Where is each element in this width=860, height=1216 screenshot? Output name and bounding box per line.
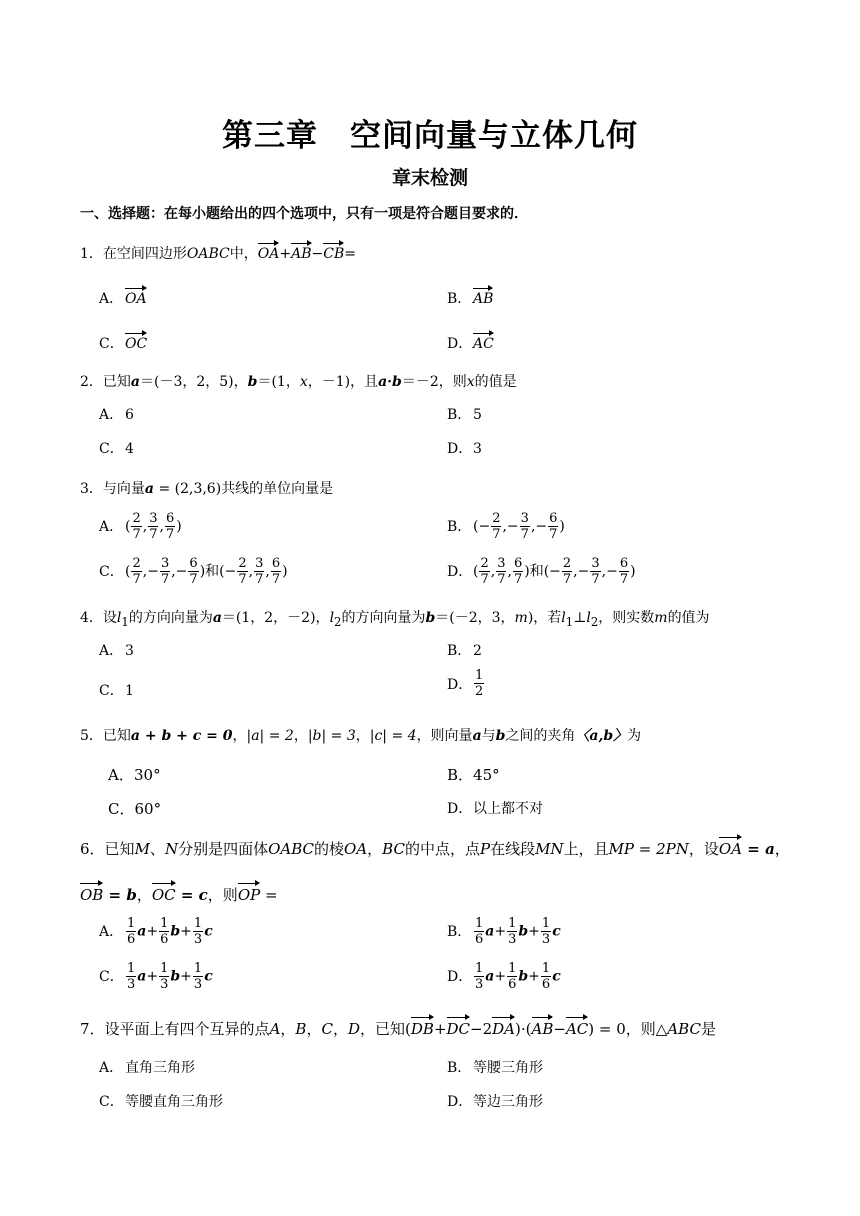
option-label: A． <box>99 518 124 535</box>
fraction: $\frac{6}{7}$ <box>513 556 523 587</box>
option-label: B． <box>447 407 472 423</box>
stem-text: ＝(－2，3， <box>435 610 515 626</box>
fraction: $\frac{6}{7}$ <box>271 556 281 587</box>
vector-db: DB <box>411 1014 434 1038</box>
math-var: M <box>134 840 150 858</box>
option-text: 45° <box>473 766 500 784</box>
question-number: 5． <box>80 728 103 744</box>
option-text: 直角三角形 <box>125 1060 195 1076</box>
math-var: OA <box>344 840 368 858</box>
option-label: A． <box>99 643 124 659</box>
option-vector: OC <box>125 330 147 352</box>
q1-option-d[interactable] <box>447 330 494 353</box>
question-2-stem <box>80 371 517 391</box>
option-text: 4 <box>125 441 134 457</box>
stem-text: 设平面上有四个互异的点 <box>104 1020 270 1038</box>
option-vector: OA <box>125 285 147 307</box>
option-label: B． <box>447 643 472 659</box>
chapter-subtitle: 章末检测 <box>391 167 468 189</box>
stem-text: 设 <box>102 610 117 626</box>
stem-text: 在空间四边形 <box>102 246 187 262</box>
condition: MP = 2PN <box>608 840 689 858</box>
vector-a: a <box>144 481 154 497</box>
q1-option-b[interactable] <box>447 285 493 308</box>
operator: = <box>344 246 356 262</box>
q5-option-d[interactable] <box>447 798 543 818</box>
q3-option-a[interactable]: A． ( $\frac{2}{7}$ , $\frac{3}{7}$ , $\frac{6}{7}$ ) <box>99 511 182 542</box>
stem-text: 分别是四面体 <box>178 840 269 858</box>
q3-option-d[interactable]: D．( $\frac{2}{7}$ , $\frac{3}{7}$ , $\frac{6}{7}$ )和(− $\frac{2}{7}$ ,− $\frac{3}{7}$ ,− $\frac{6}{7}$ ) <box>447 556 636 587</box>
q7-option-b[interactable] <box>447 1057 543 1077</box>
operator: = <box>260 886 278 904</box>
conjunction: 和 <box>529 563 544 580</box>
vector-b: b <box>495 728 506 744</box>
subscript: 1 <box>121 614 129 629</box>
fraction: $\frac{3}{7}$ <box>591 556 600 587</box>
stem-text: ＝(1， <box>257 374 300 390</box>
operator: + <box>279 246 292 262</box>
subscript: 1 <box>565 614 574 629</box>
vector-ab: AB <box>291 240 311 262</box>
magnitude-c: |c| = 4 <box>369 728 417 744</box>
fraction: $\frac{6}{7}$ <box>549 511 558 542</box>
stem-text: 的值为 <box>667 610 710 626</box>
fraction: $\frac{2}{7}$ <box>132 511 141 542</box>
stem-text: 已知 <box>102 374 131 390</box>
paren: ( <box>525 1020 532 1038</box>
operator: − <box>311 246 324 262</box>
stem-text: 是 <box>700 1020 716 1038</box>
option-text: 以上都不对 <box>473 801 543 817</box>
stem-text: 为 <box>627 728 642 744</box>
math-var: A <box>269 1020 281 1038</box>
q3-option-b[interactable]: B． (− $\frac{2}{7}$ ,− $\frac{3}{7}$ ,− $\frac{6}{7}$ ) <box>447 511 565 542</box>
fraction: $\frac{2}{7}$ <box>492 511 501 542</box>
fraction: $\frac{1}{2}$ <box>475 668 484 699</box>
vector-a: a <box>130 374 140 390</box>
math-var: OABC <box>186 246 230 262</box>
fraction: $\frac{2}{7}$ <box>132 556 141 587</box>
option-label: C． <box>99 968 124 985</box>
option-label: D． <box>447 441 473 457</box>
fraction: $\frac{2}{7}$ <box>562 556 572 587</box>
vector-assign: = a <box>742 840 775 858</box>
option-label: B． <box>447 291 472 307</box>
q3-option-c[interactable]: C．( $\frac{2}{7}$ ,− $\frac{3}{7}$ ,− $\frac{6}{7}$ )和(− $\frac{2}{7}$ , $\frac{3}{7}$ , $\frac{6}{7}$ ) <box>99 556 288 587</box>
vector-op: OP <box>238 880 260 904</box>
vector-dc: DC <box>447 1014 471 1038</box>
stem-text: ，则实数 <box>598 610 655 626</box>
stem-text: 的方向向量为 <box>341 610 426 626</box>
magnitude-a: |a| = 2 <box>246 728 294 744</box>
option-label: A． <box>99 923 124 940</box>
dot-product: a·b <box>378 374 402 390</box>
option-label: C． <box>99 1094 124 1110</box>
option-label: C． <box>99 336 124 352</box>
vector-ac: AC <box>566 1014 588 1038</box>
math-var: l <box>561 610 566 626</box>
q4-option-c[interactable] <box>99 680 134 700</box>
math-var: l <box>329 610 335 626</box>
stem-text: 共线的单位向量是 <box>221 481 334 497</box>
stem-text: 上，且 <box>563 840 609 858</box>
option-text: 1 <box>125 683 134 699</box>
paren: ) <box>515 1020 521 1038</box>
stem-text: ，则 <box>207 886 238 904</box>
option-text: 6 <box>125 407 134 423</box>
option-label: B． <box>447 518 472 535</box>
fraction: $\frac{6}{7}$ <box>165 511 175 542</box>
subscript: 2 <box>334 614 342 629</box>
perp-symbol: ⊥ <box>573 610 587 626</box>
math-var: MN <box>535 840 564 858</box>
q2-option-b[interactable] <box>447 404 482 424</box>
option-label: C． <box>99 441 124 457</box>
q5-option-c[interactable] <box>108 798 161 819</box>
question-number: 7． <box>80 1020 105 1038</box>
q2-option-a[interactable] <box>99 404 134 424</box>
vector-assign: = c <box>175 886 208 904</box>
vector-oa: OA <box>258 240 280 262</box>
vector-da: DA <box>492 1014 515 1038</box>
vector-a: a <box>212 610 222 626</box>
option-label: B． <box>447 1060 472 1076</box>
question-1-stem <box>80 240 356 263</box>
stem-text: ＝－2，则 <box>401 374 467 390</box>
question-number: 4． <box>80 610 103 626</box>
chapter-title: 第三章 空间向量与立体几何 <box>222 118 638 154</box>
option-vector: AB <box>473 285 493 307</box>
q7-option-c[interactable] <box>99 1091 223 1111</box>
stem-text: )，若 <box>527 610 562 626</box>
option-text: 3 <box>125 643 134 659</box>
vector-ob: OB <box>80 880 103 904</box>
option-label: B． <box>447 923 472 940</box>
stem-text: ，则 <box>625 1020 656 1038</box>
stem-text: ＝(－3，2，5)， <box>140 374 248 390</box>
magnitude-b: |b| = 3 <box>307 728 356 744</box>
stem-text: ，－1)，且 <box>307 374 379 390</box>
option-label: A． <box>108 766 134 784</box>
option-text: 3 <box>473 441 482 457</box>
q2-option-d[interactable] <box>447 438 482 458</box>
math-var: l <box>586 610 591 626</box>
q7-option-d[interactable] <box>447 1091 543 1111</box>
q4-option-d[interactable] <box>447 668 485 699</box>
vector-equation: a + b + c = 0 <box>130 728 233 744</box>
option-label: D． <box>447 563 473 580</box>
q5-option-a[interactable] <box>108 764 161 785</box>
math-var: l <box>116 610 122 626</box>
option-text: 等腰三角形 <box>473 1060 543 1076</box>
math-var: x <box>299 374 308 390</box>
fraction: $\frac{3}{7}$ <box>497 556 506 587</box>
option-label: C． <box>99 563 124 580</box>
option-label: C． <box>99 683 124 699</box>
fraction: $\frac{6}{7}$ <box>619 556 629 587</box>
coefficient: 2 <box>482 1020 493 1038</box>
q6-option-b[interactable]: B． $\frac{1}{6}$ a+ $\frac{1}{3}$ b+ $\frac{1}{3}$ c <box>447 916 561 947</box>
option-label: D． <box>447 968 473 985</box>
fraction: $\frac{6}{7}$ <box>189 556 198 587</box>
triangle: △ABC <box>655 1020 701 1038</box>
stem-text: ＝(1，2，－2)， <box>221 610 330 626</box>
q4-option-b[interactable] <box>447 640 482 660</box>
math-var: m <box>654 610 668 626</box>
question-7-stem: 7．设平面上有四个互异的点A，B，C，D，已知(DB+DC−2DA)·(AB−AC) = 0，则△ABC是 <box>80 1014 716 1039</box>
angle-notation: 〈a,b〉 <box>575 728 628 744</box>
option-text: 等腰直角三角形 <box>125 1094 223 1110</box>
option-text: 等边三角形 <box>473 1094 543 1110</box>
math-var: C <box>321 1020 333 1038</box>
q1-option-c[interactable] <box>99 330 147 353</box>
vector-cb: CB <box>323 240 344 262</box>
stem-text: 之间的夹角 <box>505 728 576 744</box>
option-text: 60° <box>134 800 162 818</box>
q2-option-c[interactable] <box>99 438 134 458</box>
question-number: 6． <box>80 840 105 858</box>
fraction: $\frac{2}{7}$ <box>238 556 247 587</box>
q1-option-a[interactable] <box>99 285 147 308</box>
conjunction: 和 <box>205 563 220 580</box>
q6-option-c[interactable]: C． $\frac{1}{3}$ a+ $\frac{1}{3}$ b+ $\frac{1}{3}$ c <box>99 961 213 992</box>
paren: ) <box>588 1020 595 1038</box>
stem-text: ，设 <box>688 840 719 858</box>
math-var: B <box>295 1020 307 1038</box>
fraction: $\frac{3}{7}$ <box>255 556 264 587</box>
math-var: x <box>466 374 475 390</box>
vector-b: b <box>247 374 258 390</box>
q4-option-a[interactable] <box>99 640 134 660</box>
math-var: m <box>514 610 528 626</box>
math-var: OABC <box>268 840 314 858</box>
separator: ， <box>367 840 383 858</box>
option-label: C． <box>108 800 135 818</box>
math-var: N <box>164 840 179 858</box>
stem-text: 已知 <box>102 728 131 744</box>
operator: = 0 <box>594 1020 626 1038</box>
vector-value: = (2,3,6) <box>154 481 222 497</box>
stem-text: 的中点，点 <box>404 840 480 858</box>
stem-text: 的方向向量为 <box>128 610 213 626</box>
paren: ( <box>405 1020 411 1038</box>
vector-ab: AB <box>532 1014 554 1038</box>
stem-text: 的棱 <box>314 840 345 858</box>
stem-text: 与 <box>481 728 496 744</box>
option-label: A． <box>99 1060 124 1076</box>
stem-text: ，已知 <box>360 1020 406 1038</box>
fraction: $\frac{2}{7}$ <box>480 556 489 587</box>
operator: · <box>520 1020 526 1038</box>
question-3-stem <box>80 478 333 498</box>
option-text: 30° <box>134 766 161 784</box>
vector-oc: OC <box>152 880 176 904</box>
option-text: 5 <box>473 407 482 423</box>
option-label: D． <box>447 336 473 352</box>
option-label: B． <box>447 766 474 784</box>
option-label: D． <box>447 801 473 817</box>
vector-oa: OA <box>719 834 742 858</box>
q5-option-b[interactable] <box>447 764 500 785</box>
question-5-stem: 5．已知a + b + c = 0，|a| = 2，|b| = 3，|c| = 4，则向量a与b之间的夹角〈a,b〉为 <box>80 728 642 744</box>
option-label: D． <box>447 676 473 693</box>
vector-b: b <box>425 610 436 626</box>
question-6-stem <box>80 834 790 859</box>
q6-option-a[interactable]: A． $\frac{1}{6}$ a+ $\frac{1}{6}$ b+ $\frac{1}{3}$ c <box>99 916 213 947</box>
separator: ， <box>774 840 790 858</box>
subscript: 2 <box>590 614 599 629</box>
option-label: A． <box>99 407 124 423</box>
question-number: 1． <box>80 246 103 262</box>
option-label: A． <box>99 291 124 307</box>
question-number: 2． <box>80 374 103 390</box>
fraction: $\frac{3}{7}$ <box>520 511 529 542</box>
stem-text: 在线段 <box>490 840 536 858</box>
math-var: BC <box>382 840 405 858</box>
section-heading: 一、选择题：在每小题给出的四个选项中，只有一项是符合题目要求的． <box>80 206 528 222</box>
stem-text: 已知 <box>104 840 135 858</box>
math-var: P <box>479 840 491 858</box>
stem-text: 中， <box>229 246 258 262</box>
vector-assign: = b <box>103 886 137 904</box>
separator: 、 <box>149 840 165 858</box>
q7-option-a[interactable] <box>99 1057 195 1077</box>
stem-text: ，则向量 <box>416 728 473 744</box>
question-4-stem <box>80 607 710 629</box>
vector-a: a <box>472 728 482 744</box>
q6-option-d[interactable]: D． $\frac{1}{3}$ a+ $\frac{1}{6}$ b+ $\frac{1}{6}$ c <box>447 961 561 992</box>
fraction: $\frac{3}{7}$ <box>160 556 170 587</box>
question-number: 3． <box>80 481 103 497</box>
fraction: $\frac{3}{7}$ <box>149 511 158 542</box>
math-var: D <box>347 1020 360 1038</box>
option-label: D． <box>447 1094 473 1110</box>
option-vector: AC <box>473 330 494 352</box>
question-6-stem-line2: OB = b，OC = c，则OP = <box>80 880 278 905</box>
stem-text: 与向量 <box>102 481 145 497</box>
option-text: 2 <box>473 643 482 659</box>
stem-text: 的值是 <box>474 374 517 390</box>
